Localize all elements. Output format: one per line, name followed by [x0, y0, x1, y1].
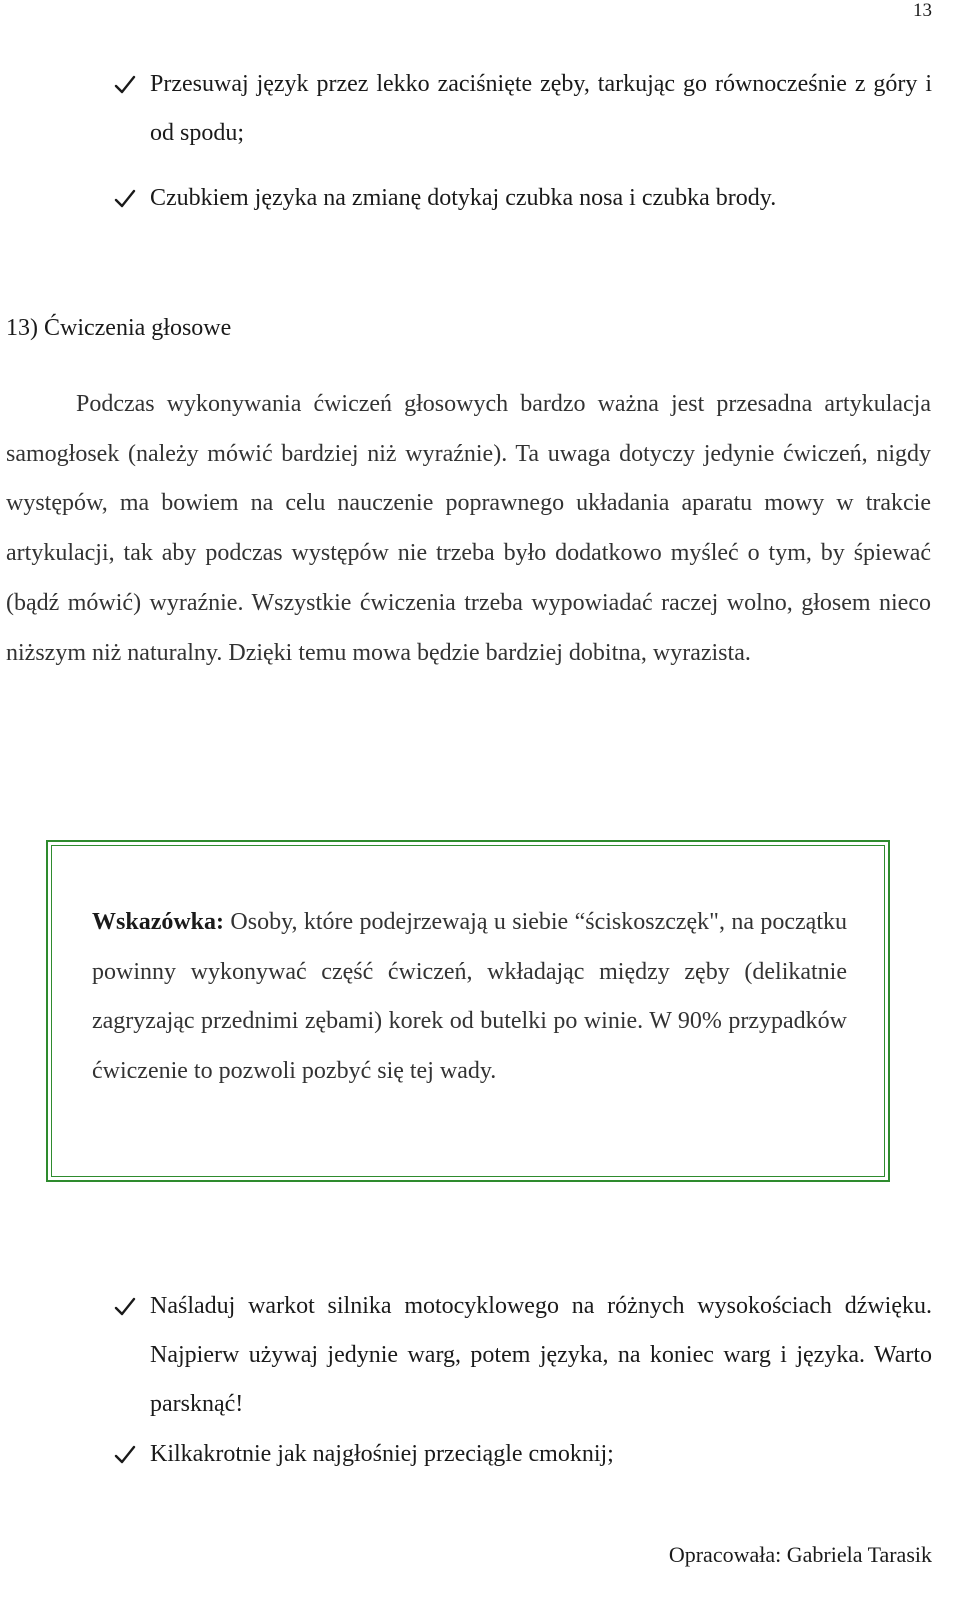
check-icon — [114, 1430, 138, 1479]
bullet-list-bottom — [114, 1282, 932, 1479]
page-number: 13 — [913, 0, 932, 21]
list-item-text: Naśladuj warkot silnika motocyklowego na różnych wysokościach dźwięku. Najpierw używaj jedynie warg, potem języka, na koniec warg i języka. Warto parsknąć! — [150, 1293, 932, 1417]
body-paragraph: Podczas wykonywania ćwiczeń głosowych bardzo ważna jest przesadna artykulacja samogłosek (należy mówić bardziej niż wyraźnie). Ta uwaga dotyczy jedynie ćwiczeń, nigdy występów, ma bowiem na celu nauczenie poprawnego układania aparatu mowy w trakcie artykulacji, tak aby podczas występów nie trzeba było dodatkowo myśleć o tym, by śpiewać (bądź mówić) wyraźnie. Wszystkie ćwiczenia trzeba wypowiadać raczej wolno, głosem nieco niższym niż naturalny. Dzięki temu mowa będzie bardziej dobitna, wyrazista. — [6, 391, 931, 666]
list-item — [114, 1282, 932, 1429]
section-heading: 13) Ćwiczenia głosowe — [6, 315, 232, 341]
list-item-text: Przesuwaj język przez lekko zaciśnięte zęby, tarkując go równocześnie z góry i od spodu; — [150, 71, 932, 146]
footer-credit: Opracowała: Gabriela Tarasik — [668, 1542, 932, 1567]
list-item — [114, 174, 932, 223]
tip-box — [46, 840, 890, 1182]
check-icon — [114, 60, 138, 109]
tip-box-inner — [51, 845, 885, 1177]
tip-text — [92, 898, 847, 1097]
bullet-list-top — [114, 60, 932, 223]
check-icon — [114, 174, 138, 223]
tip-label: Wskazówka: — [92, 909, 225, 935]
list-item — [114, 60, 932, 158]
list-item — [114, 1430, 932, 1479]
list-item-text: Kilkakrotnie jak najgłośniej przeciągle cmoknij; — [150, 1441, 614, 1467]
tip-body: Osoby, które podejrzewają u siebie “ściskoszczęk", na początku powinny wykonywać część ćwiczeń, wkładając między zęby (delikatnie zagryzając przednimi zębami) korek od butelki po winie. W 90% przypadków ćwiczenie to pozwoli pozbyć się tej wady. — [92, 909, 847, 1085]
list-item-text: Czubkiem języka na zmianę dotykaj czubka nosa i czubka brody. — [150, 185, 777, 211]
check-icon — [114, 1282, 138, 1331]
